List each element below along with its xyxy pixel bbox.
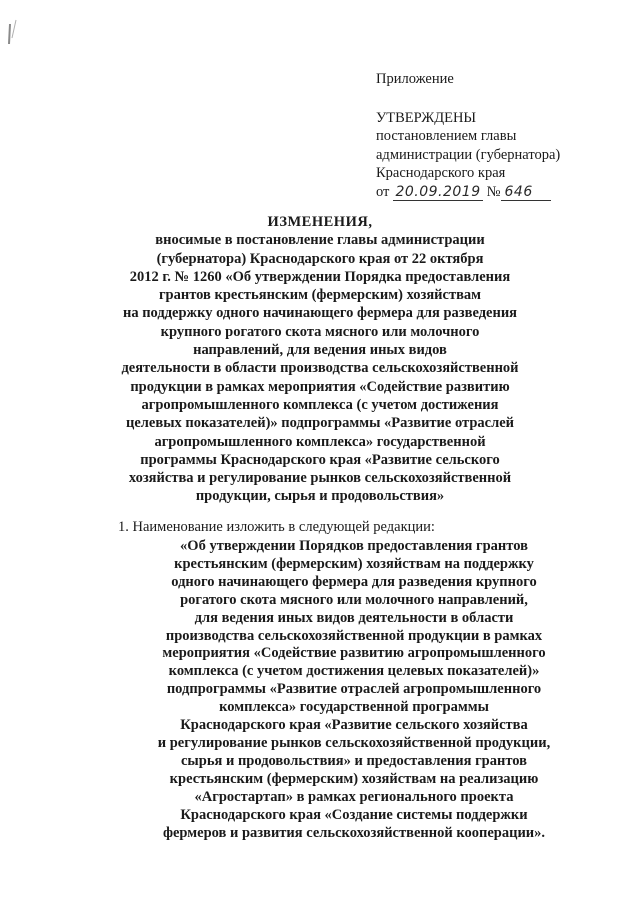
title-line: продукции, сырья и продовольствия»: [195, 488, 445, 505]
approved-label: УТВЕРЖДЕНЫ: [376, 109, 477, 126]
title-line: на поддержку одного начинающего фермера для разведения: [122, 305, 518, 322]
title-heading: ИЗМЕНЕНИЯ,: [267, 214, 373, 230]
quote-line: «Об утверждении Порядков предоставления грантов: [180, 538, 528, 554]
date-prefix: от: [376, 183, 390, 200]
handwritten-number: 646: [501, 184, 551, 201]
title-line: целевых показателей)» подпрограммы «Развитие отраслей: [126, 415, 514, 432]
title-line: направлений, для ведения иных видов: [193, 342, 447, 359]
number-sign: №: [486, 183, 501, 200]
approval-block: [376, 70, 560, 201]
quote-line: для ведения иных видов деятельности в области: [194, 609, 514, 626]
title-line: агропромышленного комплекса (с учетом достижения: [141, 396, 499, 413]
quote-line: и регулирование рынков сельскохозяйственной продукции,: [157, 734, 551, 751]
title-line: 2012 г. № 1260 «Об утверждении Порядка предоставления: [129, 268, 511, 285]
title-line: агропромышленного комплекса» государственной: [154, 433, 486, 450]
quote-line: комплекса» государственной программы: [219, 699, 489, 716]
quote-line: Краснодарского края «Создание системы поддержки: [180, 806, 528, 823]
approval-line-3: Краснодарского края: [376, 165, 506, 181]
quote-line: Краснодарского края «Развитие сельского хозяйства: [180, 717, 528, 734]
title-line: продукции в рамках мероприятия «Содействие развитию: [130, 378, 510, 395]
title-line: (губернатора) Краснодарского края от 22 октября: [156, 250, 484, 267]
appendix-label: Приложение: [376, 71, 454, 87]
title-line: программы Краснодарского края «Развитие сельского: [140, 451, 500, 468]
approval-date-line: [376, 183, 560, 202]
title-line: вносимые в постановление главы администрации: [155, 232, 485, 249]
quote-line: крестьянским (фермерским) хозяйствам на поддержку: [174, 555, 534, 572]
handwritten-date: 20.09.2019: [393, 184, 483, 201]
title-line: хозяйства и регулирование рынков сельскохозяйственной: [128, 470, 512, 487]
quote-line: одного начинающего фермера для разведения крупного: [171, 573, 537, 590]
title-line: крупного рогатого скота мясного или молочного: [160, 323, 480, 340]
item-1-quote: [120, 538, 588, 842]
quote-line: подпрограммы «Развитие отраслей агропромышленного: [166, 681, 542, 698]
approval-line-1: постановлением главы: [376, 128, 517, 144]
quote-line: рогатого скота мясного или молочного направлений,: [180, 591, 528, 608]
quote-line: производства сельскохозяйственной продукции в рамках: [165, 627, 543, 644]
item-1-text: 1. Наименование изложить в следующей редакции:: [118, 519, 435, 535]
quote-line: «Агростартап» в рамках регионального проекта: [194, 788, 514, 805]
title-line: грантов крестьянским (фермерским) хозяйствам: [158, 287, 482, 304]
document-title: [96, 213, 544, 506]
quote-line: фермеров и развития сельскохозяйственной кооперации».: [162, 824, 546, 841]
scan-mark: [6, 18, 26, 53]
quote-line: крестьянским (фермерским) хозяйствам на реализацию: [169, 770, 539, 787]
quote-line: мероприятия «Содействие развитию агропромышленного: [162, 645, 546, 662]
quote-line: сырья и продовольствия» и предоставления грантов: [181, 752, 527, 769]
title-line: деятельности в области производства сельскохозяйственной: [121, 360, 519, 377]
approval-line-2: администрации (губернатора): [376, 146, 561, 163]
quote-line: комплекса (с учетом достижения целевых показателей)»: [168, 663, 540, 680]
